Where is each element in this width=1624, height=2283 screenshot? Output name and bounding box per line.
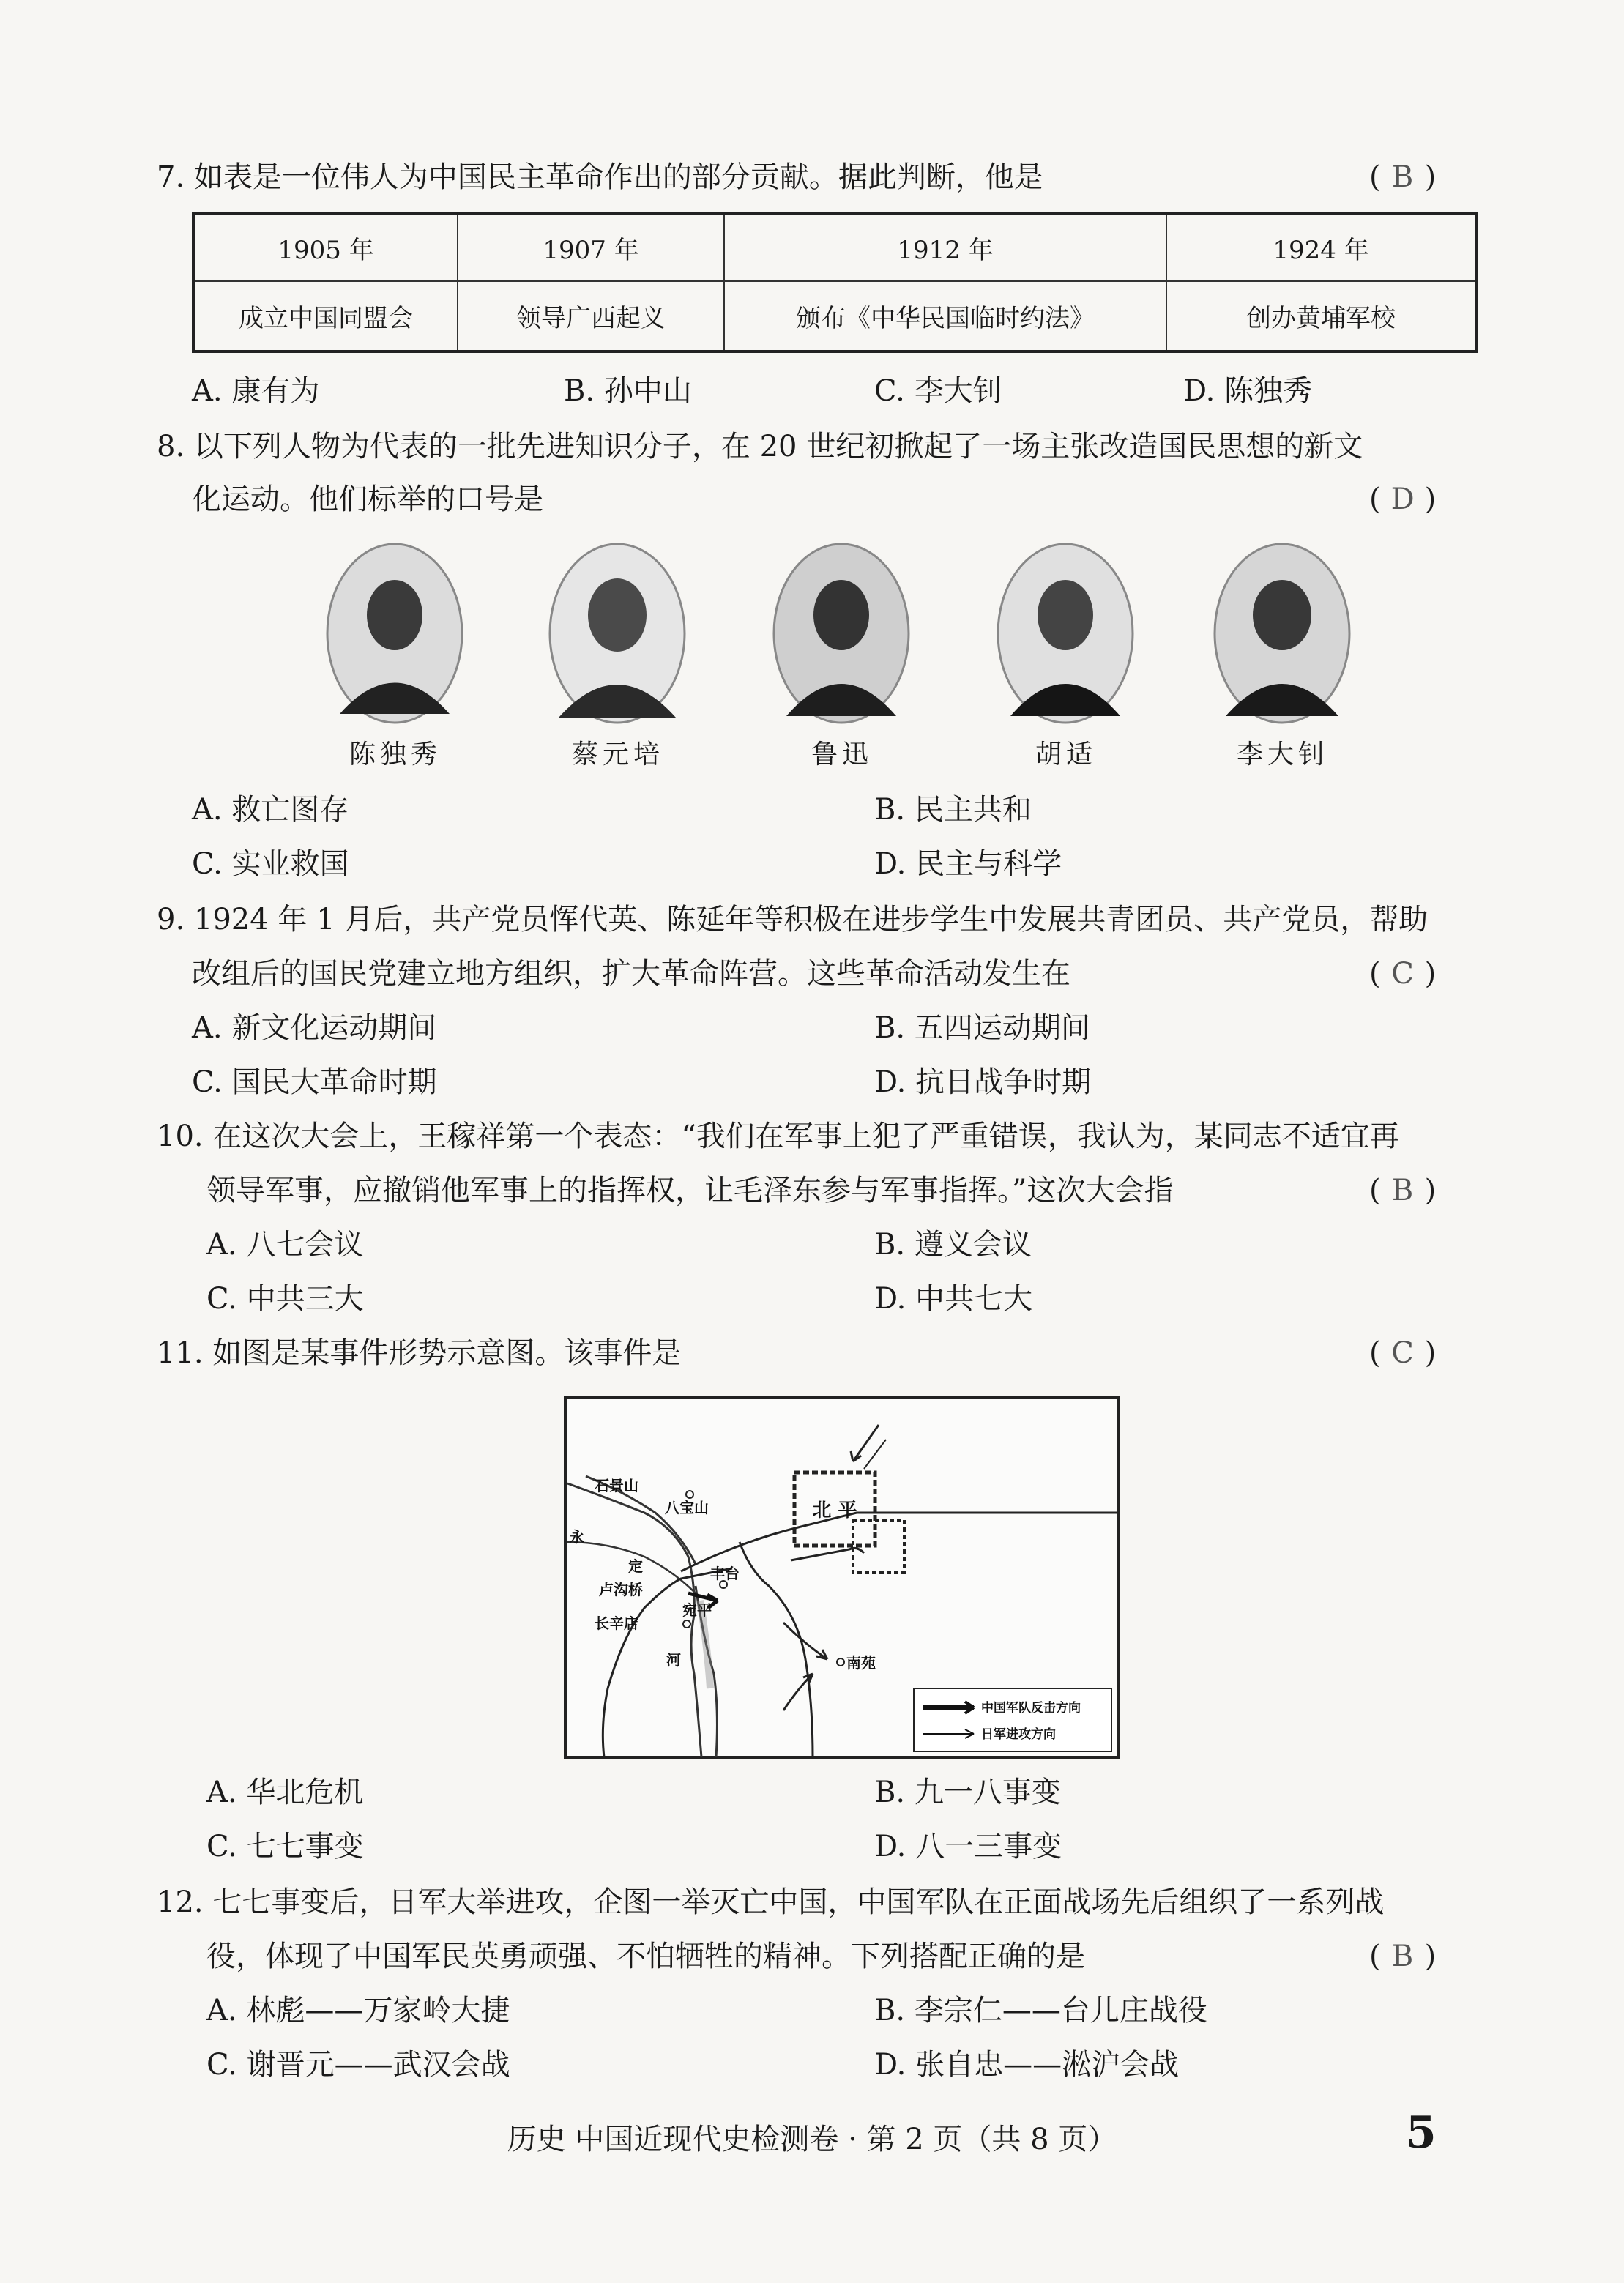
q12-stem-line2: 役，体现了中国军民英勇顽强、不怕牺牲的精神。下列搭配正确的是 xyxy=(206,1940,1085,1973)
q9-option-a: A. 新文化运动期间 xyxy=(192,1011,437,1045)
q12-option-d: D. 张自忠——淞沪会战 xyxy=(874,2048,1180,2082)
map-label-river-1: 永 xyxy=(570,1528,584,1546)
person-name-4: 胡适 xyxy=(1035,740,1097,770)
q7-year-1: 1905 年 xyxy=(193,214,458,281)
portrait-lu-xun xyxy=(772,542,911,725)
q11-answer: ( C ) xyxy=(1369,1334,1436,1372)
q8-stem-line1: 8. 以下列人物为代表的一批先进知识分子，在 20 世纪初掀起了一场主张改造国民思想的新文 xyxy=(157,430,1363,463)
q11-option-a: A. 华北危机 xyxy=(206,1776,364,1809)
q10-stem-line1: 10. 在这次大会上，王稼祥第一个表态：“我们在军事上犯了严重错误，我认为，某同志不适宜再 xyxy=(157,1120,1399,1153)
map-legend-china: 中国军队反击方向 xyxy=(981,1701,1081,1716)
portrait-chen-duxiu xyxy=(325,542,464,725)
q7-year-3: 1912 年 xyxy=(724,214,1166,281)
q10-option-a: A. 八七会议 xyxy=(206,1228,364,1262)
q9-option-d: D. 抗日战争时期 xyxy=(874,1065,1092,1099)
q7-event-2: 领导广西起义 xyxy=(458,281,724,351)
q7-table xyxy=(192,212,1478,353)
person-name-2: 蔡元培 xyxy=(571,740,664,770)
q7-option-b: B. 孙中山 xyxy=(564,374,692,408)
map-label-babaoshan: 八宝山 xyxy=(665,1499,709,1516)
q12-stem-line1: 12. 七七事变后，日军大举进攻，企图一举灭亡中国，中国军队在正面战场先后组织了一系列战 xyxy=(157,1885,1385,1919)
q7-answer: ( B ) xyxy=(1369,158,1436,196)
q8-stem-line2: 化运动。他们标举的口号是 xyxy=(192,483,543,516)
q8-answer: ( D ) xyxy=(1369,480,1436,518)
q7-option-c: C. 李大钊 xyxy=(874,374,1002,408)
q12-option-b: B. 李宗仁——台儿庄战役 xyxy=(874,1994,1207,2027)
q7-option-a: A. 康有为 xyxy=(192,374,320,408)
q8-option-a: A. 救亡图存 xyxy=(192,793,349,827)
q12-option-a: A. 林彪——万家岭大捷 xyxy=(206,1994,510,2027)
person-name-3: 鲁迅 xyxy=(811,740,873,770)
q10-stem-line2: 领导军事，应撤销他军事上的指挥权，让毛泽东参与军事指挥。”这次大会指 xyxy=(206,1174,1174,1207)
q7-option-d: D. 陈独秀 xyxy=(1183,374,1313,408)
q10-answer-letter: B xyxy=(1391,1174,1414,1207)
q7-answer-letter: B xyxy=(1391,160,1414,194)
q7-event-4: 创办黄埔军校 xyxy=(1166,281,1476,351)
q7-stem: 7. 如表是一位伟人为中国民主革命作出的部分贡献。据此判断，他是 xyxy=(157,160,1043,194)
q11-option-b: B. 九一八事变 xyxy=(874,1776,1061,1809)
q10-option-d: D. 中共七大 xyxy=(874,1282,1033,1316)
q8-option-b: B. 民主共和 xyxy=(874,793,1032,827)
q8-option-d: D. 民主与科学 xyxy=(874,847,1062,881)
map-label-fengtai: 丰台 xyxy=(710,1565,740,1582)
q9-option-b: B. 五四运动期间 xyxy=(874,1011,1090,1045)
q12-answer-letter: B xyxy=(1391,1940,1414,1973)
incident-map xyxy=(564,1396,1120,1759)
map-label-river-2: 定 xyxy=(628,1557,643,1575)
q9-answer: ( C ) xyxy=(1369,955,1436,993)
q11-stem: 11. 如图是某事件形势示意图。该事件是 xyxy=(157,1336,682,1370)
portrait-hu-shi xyxy=(996,542,1135,725)
map-label-changxindian: 长辛店 xyxy=(595,1615,638,1632)
portrait-cai-yuanpei xyxy=(548,542,687,725)
q7-year-2: 1907 年 xyxy=(458,214,724,281)
q11-option-c: C. 七七事变 xyxy=(206,1830,364,1863)
person-name-5: 李大钊 xyxy=(1236,740,1329,770)
page-number: 5 xyxy=(1406,2107,1437,2159)
q12-answer: ( B ) xyxy=(1369,1937,1436,1975)
q11-answer-letter: C xyxy=(1391,1336,1414,1370)
q7-event-1: 成立中国同盟会 xyxy=(193,281,458,351)
q10-answer: ( B ) xyxy=(1369,1172,1436,1210)
q12-option-c: C. 谢晋元——武汉会战 xyxy=(206,2048,510,2082)
map-label-shijingshan: 石景山 xyxy=(595,1477,638,1494)
page-footer: 历史 中国近现代史检测卷 · 第 2 页（共 8 页） xyxy=(507,2123,1117,2156)
q11-option-d: D. 八一三事变 xyxy=(874,1830,1062,1863)
portrait-li-dazhao xyxy=(1213,542,1352,725)
q8-answer-letter: D xyxy=(1390,483,1415,516)
q9-answer-letter: C xyxy=(1391,957,1414,991)
q7-event-3: 颁布《中华民国临时约法》 xyxy=(724,281,1166,351)
map-legend-japan: 日军进攻方向 xyxy=(981,1727,1056,1742)
q9-option-c: C. 国民大革命时期 xyxy=(192,1065,437,1099)
map-label-river-3: 河 xyxy=(666,1651,681,1669)
q9-stem-line2: 改组后的国民党建立地方组织，扩大革命阵营。这些革命活动发生在 xyxy=(192,957,1070,991)
map-label-nanyuan: 南苑 xyxy=(846,1654,876,1672)
person-name-1: 陈独秀 xyxy=(349,740,442,770)
q10-option-c: C. 中共三大 xyxy=(206,1282,364,1316)
q10-option-b: B. 遵义会议 xyxy=(874,1228,1032,1262)
map-label-lugouqiao: 卢沟桥 xyxy=(599,1581,643,1598)
q9-stem-line1: 9. 1924 年 1 月后，共产党员恽代英、陈延年等积极在进步学生中发展共青团员、共产党员，帮助 xyxy=(157,903,1429,936)
q8-option-c: C. 实业救国 xyxy=(192,847,349,881)
q7-year-4: 1924 年 xyxy=(1166,214,1476,281)
map-label-wanping: 宛平 xyxy=(682,1601,712,1619)
map-label-beiping: 北 平 xyxy=(812,1500,857,1522)
